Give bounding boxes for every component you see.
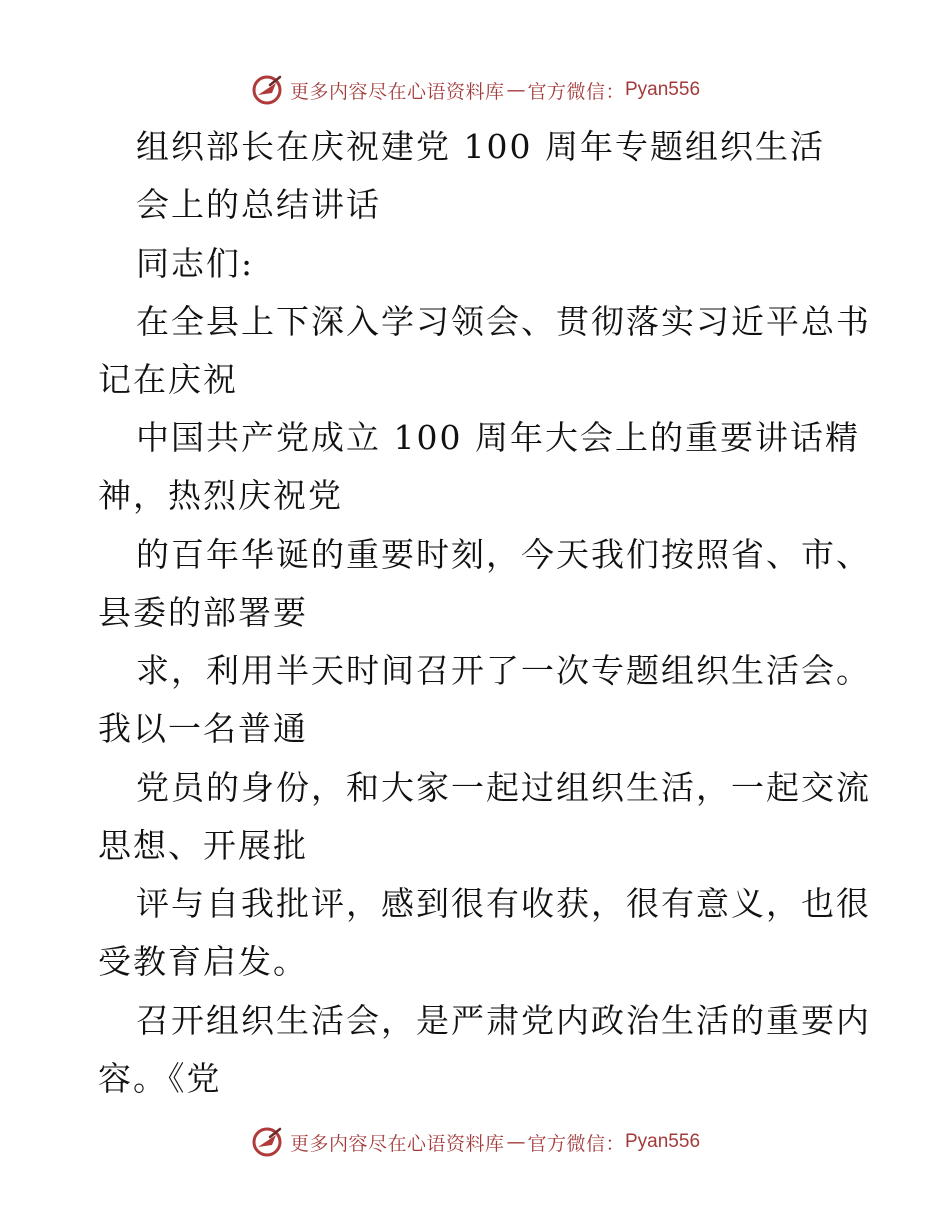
- paragraph-line: 中国共产党成立 100 周年大会上的重要讲话精: [136, 418, 860, 457]
- paragraph-line: 记在庆祝: [98, 360, 238, 399]
- header-watermark: [0, 70, 950, 110]
- paragraph-line: 党员的身份，和大家一起过组织生活，一起交流: [136, 768, 871, 807]
- paragraph-line: 神，热烈庆祝党: [98, 476, 343, 515]
- watermark-suffix: 官方微信：: [527, 1132, 625, 1155]
- paragraph-line: 评与自我批评，感到很有收获，很有意义，也很: [136, 884, 871, 923]
- paragraph-line: 求，利用半天时间召开了一次专题组织生活会。: [136, 651, 871, 690]
- watermark-text: 更多内容尽在心语资料库: [289, 1132, 505, 1155]
- paragraph-line: 受教育启发。: [98, 942, 308, 981]
- paragraph-line: 在全县上下深入学习领会、贯彻落实习近平总书: [136, 302, 871, 341]
- paragraph-line: 容。《党: [98, 1059, 222, 1098]
- paragraph-line: 县委的部署要: [98, 593, 308, 632]
- logo-icon: [250, 73, 284, 107]
- watermark-suffix: 官方微信：: [527, 80, 625, 103]
- watermark-dash: —: [506, 1131, 526, 1153]
- paragraph-line: 的百年华诞的重要时刻，今天我们按照省、市、: [136, 535, 871, 574]
- watermark-wechat-id: Pyan556: [625, 79, 701, 100]
- footer-watermark: [0, 1122, 950, 1162]
- watermark-dash: —: [506, 79, 526, 101]
- watermark-wechat-id: Pyan556: [625, 1131, 701, 1152]
- watermark-text: 更多内容尽在心语资料库: [289, 80, 505, 103]
- document-title-line-2: 会上的总结讲话: [136, 185, 381, 224]
- paragraph-line: 召开组织生活会，是严肃党内政治生活的重要内: [136, 1001, 871, 1040]
- paragraph-line: 思想、开展批: [98, 826, 308, 865]
- paragraph-line: 我以一名普通: [98, 709, 308, 748]
- logo-icon: [250, 1125, 284, 1159]
- salutation: 同志们:: [136, 244, 255, 283]
- document-title-line-1: 组织部长在庆祝建党 100 周年专题组织生活: [136, 127, 825, 166]
